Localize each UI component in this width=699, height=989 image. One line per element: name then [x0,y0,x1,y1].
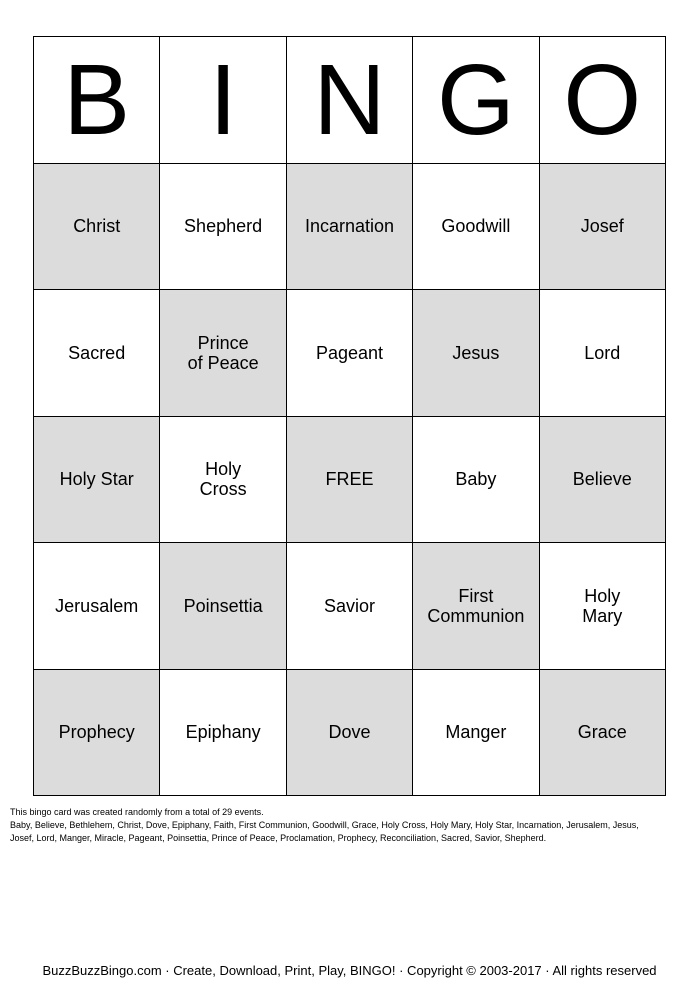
bingo-cell: Jesus [413,290,539,417]
bingo-cell: Lord [540,290,666,417]
free-space-cell: FREE [287,417,413,544]
header-letter-i: I [160,37,286,164]
bingo-cell: Goodwill [413,164,539,291]
bingo-cell: Sacred [34,290,160,417]
bingo-cell: Savior [287,543,413,670]
bingo-card [33,36,666,796]
bingo-cell: Pageant [287,290,413,417]
bingo-cell: Incarnation [287,164,413,291]
bingo-cell: Christ [34,164,160,291]
info-summary: This bingo card was created randomly from a total of 29 events. [10,807,264,817]
bingo-cell: Josef [540,164,666,291]
bingo-cell: Epiphany [160,670,286,797]
bingo-cell: Believe [540,417,666,544]
bingo-cell: Holy Cross [160,417,286,544]
page-footer: BuzzBuzzBingo.com · Create, Download, Print, Play, BINGO! · Copyright © 2003-2017 · All rights reserved [42,963,657,978]
bingo-cell: Jerusalem [34,543,160,670]
bingo-cell: Holy Mary [540,543,666,670]
info-word-list: Baby, Believe, Bethlehem, Christ, Dove, Epiphany, Faith, First Communion, Goodwill, Grace, Holy Cross, Holy Mary, Holy Star, Incarnation, Jerusalem, Jesus, [10,820,639,830]
bingo-cell: Dove [287,670,413,797]
bingo-cell: First Communion [413,543,539,670]
bingo-cell: Poinsettia [160,543,286,670]
header-letter-o: O [540,37,666,164]
header-letter-b: B [34,37,160,164]
header-letter-n: N [287,37,413,164]
card-info [10,806,692,845]
info-word-list-continued: Josef, Lord, Manger, Miracle, Pageant, Poinsettia, Prince of Peace, Proclamation, Prophecy, Reconciliation, Sacred, Savior, Shepherd. [10,833,547,843]
bingo-cell: Prophecy [34,670,160,797]
header-letter-g: G [413,37,539,164]
bingo-cell: Baby [413,417,539,544]
bingo-cell: Shepherd [160,164,286,291]
bingo-cell: Grace [540,670,666,797]
bingo-cell: Manger [413,670,539,797]
bingo-cell: Holy Star [34,417,160,544]
bingo-cell: Prince of Peace [160,290,286,417]
